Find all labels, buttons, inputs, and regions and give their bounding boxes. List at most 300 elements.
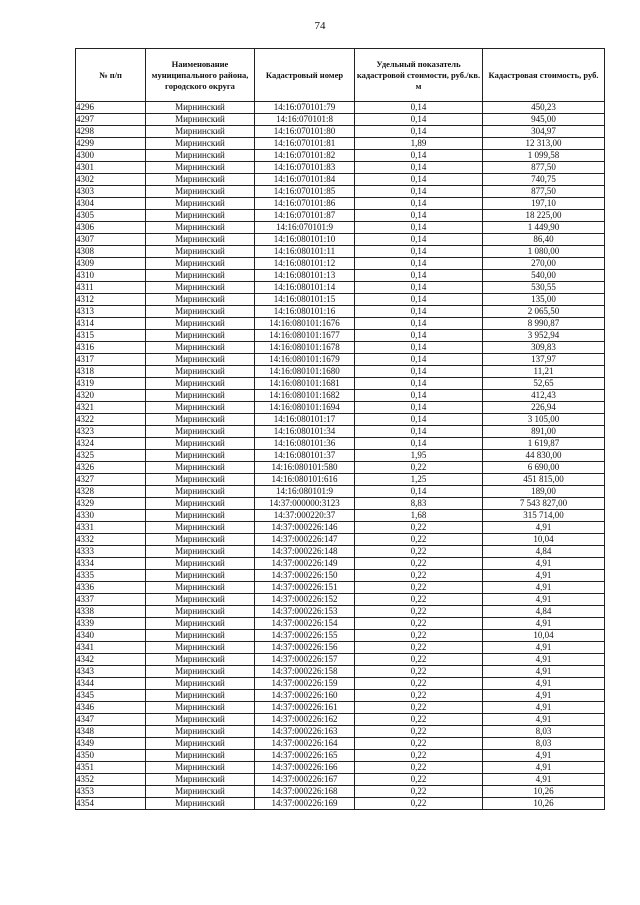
- table-row: [76, 630, 605, 642]
- row-district: Мирнинский: [146, 618, 255, 630]
- row-cadastral-value: 1 449,90: [483, 222, 605, 234]
- row-cadastral-value: 4,91: [483, 714, 605, 726]
- header-cadastral-number: Кадастровый номер: [255, 49, 355, 102]
- row-district: Мирнинский: [146, 138, 255, 150]
- row-cadastral-number: 14:37:000226:153: [255, 606, 355, 618]
- row-cadastral-number: 14:37:000000:3123: [255, 498, 355, 510]
- row-cadastral-value: 4,91: [483, 702, 605, 714]
- row-district: Мирнинский: [146, 378, 255, 390]
- row-cadastral-value: 226,94: [483, 402, 605, 414]
- row-number: 4311: [76, 282, 146, 294]
- table-row: [76, 798, 605, 810]
- row-number: 4322: [76, 414, 146, 426]
- row-number: 4306: [76, 222, 146, 234]
- row-specific-indicator: 0,22: [355, 738, 483, 750]
- row-cadastral-number: 14:37:000226:163: [255, 726, 355, 738]
- row-cadastral-value: 309,83: [483, 342, 605, 354]
- row-cadastral-number: 14:37:000226:162: [255, 714, 355, 726]
- table-row: [76, 546, 605, 558]
- row-district: Мирнинский: [146, 318, 255, 330]
- row-cadastral-number: 14:16:080101:37: [255, 450, 355, 462]
- row-district: Мирнинский: [146, 630, 255, 642]
- row-district: Мирнинский: [146, 558, 255, 570]
- row-cadastral-number: 14:16:070101:83: [255, 162, 355, 174]
- row-cadastral-number: 14:37:000226:165: [255, 750, 355, 762]
- row-cadastral-value: 1 619,87: [483, 438, 605, 450]
- row-cadastral-number: 14:16:080101:13: [255, 270, 355, 282]
- row-cadastral-value: 4,91: [483, 594, 605, 606]
- row-number: 4351: [76, 762, 146, 774]
- row-cadastral-value: 197,10: [483, 198, 605, 210]
- row-specific-indicator: 0,22: [355, 678, 483, 690]
- row-number: 4352: [76, 774, 146, 786]
- row-district: Мирнинский: [146, 366, 255, 378]
- row-district: Мирнинский: [146, 450, 255, 462]
- row-district: Мирнинский: [146, 786, 255, 798]
- row-district: Мирнинский: [146, 438, 255, 450]
- table-row: [76, 402, 605, 414]
- row-cadastral-number: 14:16:080101:616: [255, 474, 355, 486]
- table-row: [76, 234, 605, 246]
- row-cadastral-value: 4,91: [483, 582, 605, 594]
- table-row: [76, 222, 605, 234]
- row-specific-indicator: 0,22: [355, 606, 483, 618]
- row-district: Мирнинский: [146, 426, 255, 438]
- row-specific-indicator: 0,22: [355, 654, 483, 666]
- row-specific-indicator: 0,14: [355, 438, 483, 450]
- row-district: Мирнинский: [146, 690, 255, 702]
- row-cadastral-value: 4,91: [483, 750, 605, 762]
- table-row: [76, 270, 605, 282]
- row-district: Мирнинский: [146, 150, 255, 162]
- row-number: 4332: [76, 534, 146, 546]
- row-cadastral-number: 14:16:080101:12: [255, 258, 355, 270]
- row-specific-indicator: 0,14: [355, 306, 483, 318]
- row-cadastral-number: 14:16:070101:9: [255, 222, 355, 234]
- table-row: [76, 486, 605, 498]
- table-body: [76, 102, 605, 810]
- row-district: Мирнинский: [146, 726, 255, 738]
- row-specific-indicator: 0,14: [355, 414, 483, 426]
- row-district: Мирнинский: [146, 330, 255, 342]
- row-district: Мирнинский: [146, 390, 255, 402]
- row-specific-indicator: 0,22: [355, 570, 483, 582]
- row-specific-indicator: 0,22: [355, 690, 483, 702]
- row-specific-indicator: 0,22: [355, 558, 483, 570]
- row-district: Мирнинский: [146, 462, 255, 474]
- row-cadastral-value: 7 543 827,00: [483, 498, 605, 510]
- table-row: [76, 366, 605, 378]
- row-cadastral-value: 4,91: [483, 690, 605, 702]
- row-cadastral-number: 14:16:070101:79: [255, 102, 355, 114]
- row-district: Мирнинский: [146, 798, 255, 810]
- table-row: [76, 186, 605, 198]
- row-cadastral-value: 137,97: [483, 354, 605, 366]
- row-cadastral-value: 4,91: [483, 570, 605, 582]
- row-specific-indicator: 0,22: [355, 546, 483, 558]
- table-row: [76, 762, 605, 774]
- row-district: Мирнинский: [146, 102, 255, 114]
- row-cadastral-number: 14:37:000226:147: [255, 534, 355, 546]
- row-district: Мирнинский: [146, 702, 255, 714]
- row-cadastral-number: 14:37:000226:167: [255, 774, 355, 786]
- row-district: Мирнинский: [146, 678, 255, 690]
- row-number: 4314: [76, 318, 146, 330]
- row-specific-indicator: 1,89: [355, 138, 483, 150]
- row-cadastral-value: 450,23: [483, 102, 605, 114]
- row-cadastral-value: 304,97: [483, 126, 605, 138]
- table-row: [76, 150, 605, 162]
- row-cadastral-value: 4,84: [483, 606, 605, 618]
- row-specific-indicator: 0,14: [355, 270, 483, 282]
- row-number: 4302: [76, 174, 146, 186]
- header-row: [76, 49, 605, 102]
- table-row: [76, 594, 605, 606]
- row-specific-indicator: 0,14: [355, 426, 483, 438]
- row-number: 4354: [76, 798, 146, 810]
- row-cadastral-number: 14:37:000226:154: [255, 618, 355, 630]
- row-number: 4299: [76, 138, 146, 150]
- row-cadastral-value: 12 313,00: [483, 138, 605, 150]
- row-number: 4334: [76, 558, 146, 570]
- row-district: Мирнинский: [146, 174, 255, 186]
- row-cadastral-number: 14:16:080101:1676: [255, 318, 355, 330]
- row-cadastral-number: 14:16:080101:10: [255, 234, 355, 246]
- row-specific-indicator: 0,14: [355, 378, 483, 390]
- header-cadastral-value: Кадастровая стоимость, руб.: [483, 49, 605, 102]
- row-cadastral-value: 3 952,94: [483, 330, 605, 342]
- row-cadastral-number: 14:16:080101:34: [255, 426, 355, 438]
- row-district: Мирнинский: [146, 234, 255, 246]
- row-number: 4348: [76, 726, 146, 738]
- row-district: Мирнинский: [146, 498, 255, 510]
- table-row: [76, 138, 605, 150]
- table-row: [76, 534, 605, 546]
- row-cadastral-number: 14:16:080101:15: [255, 294, 355, 306]
- row-number: 4350: [76, 750, 146, 762]
- row-cadastral-value: 1 099,58: [483, 150, 605, 162]
- row-number: 4316: [76, 342, 146, 354]
- row-district: Мирнинский: [146, 534, 255, 546]
- row-district: Мирнинский: [146, 594, 255, 606]
- row-cadastral-value: 10,04: [483, 534, 605, 546]
- row-specific-indicator: 0,22: [355, 630, 483, 642]
- table-row: [76, 246, 605, 258]
- row-cadastral-value: 891,00: [483, 426, 605, 438]
- row-number: 4349: [76, 738, 146, 750]
- row-number: 4318: [76, 366, 146, 378]
- row-district: Мирнинский: [146, 606, 255, 618]
- row-cadastral-number: 14:16:080101:14: [255, 282, 355, 294]
- row-number: 4336: [76, 582, 146, 594]
- table-row: [76, 570, 605, 582]
- row-cadastral-value: 4,91: [483, 762, 605, 774]
- table-header: [76, 49, 605, 102]
- row-district: Мирнинский: [146, 522, 255, 534]
- row-district: Мирнинский: [146, 258, 255, 270]
- row-cadastral-value: 3 105,00: [483, 414, 605, 426]
- row-district: Мирнинский: [146, 474, 255, 486]
- row-cadastral-value: 877,50: [483, 162, 605, 174]
- table-row: [76, 114, 605, 126]
- table-row: [76, 378, 605, 390]
- row-number: 4323: [76, 426, 146, 438]
- row-cadastral-value: 4,91: [483, 642, 605, 654]
- row-cadastral-number: 14:16:070101:8: [255, 114, 355, 126]
- row-district: Мирнинский: [146, 354, 255, 366]
- row-specific-indicator: 0,14: [355, 486, 483, 498]
- row-number: 4328: [76, 486, 146, 498]
- row-cadastral-value: 4,91: [483, 678, 605, 690]
- row-district: Мирнинский: [146, 774, 255, 786]
- row-cadastral-value: 44 830,00: [483, 450, 605, 462]
- row-cadastral-number: 14:16:080101:11: [255, 246, 355, 258]
- row-district: Мирнинский: [146, 642, 255, 654]
- row-cadastral-value: 412,43: [483, 390, 605, 402]
- table-row: [76, 642, 605, 654]
- table-row: [76, 654, 605, 666]
- row-cadastral-value: 10,26: [483, 786, 605, 798]
- table-row: [76, 666, 605, 678]
- table-row: [76, 474, 605, 486]
- row-cadastral-value: 4,91: [483, 558, 605, 570]
- row-specific-indicator: 0,22: [355, 726, 483, 738]
- row-number: 4338: [76, 606, 146, 618]
- table-row: [76, 786, 605, 798]
- row-cadastral-value: 8 990,87: [483, 318, 605, 330]
- row-number: 4315: [76, 330, 146, 342]
- row-cadastral-value: 10,26: [483, 798, 605, 810]
- row-specific-indicator: 0,14: [355, 294, 483, 306]
- row-cadastral-value: 4,91: [483, 522, 605, 534]
- table-row: [76, 414, 605, 426]
- table-row: [76, 606, 605, 618]
- row-cadastral-number: 14:37:000226:161: [255, 702, 355, 714]
- row-cadastral-number: 14:16:070101:86: [255, 198, 355, 210]
- table-row: [76, 174, 605, 186]
- row-number: 4339: [76, 618, 146, 630]
- row-number: 4324: [76, 438, 146, 450]
- table-row: [76, 558, 605, 570]
- row-cadastral-number: 14:37:000226:146: [255, 522, 355, 534]
- row-cadastral-value: 189,00: [483, 486, 605, 498]
- table-row: [76, 714, 605, 726]
- row-number: 4297: [76, 114, 146, 126]
- table-row: [76, 462, 605, 474]
- row-specific-indicator: 0,22: [355, 462, 483, 474]
- row-cadastral-number: 14:37:000226:148: [255, 546, 355, 558]
- table-row: [76, 702, 605, 714]
- row-specific-indicator: 0,22: [355, 618, 483, 630]
- table-row: [76, 330, 605, 342]
- row-specific-indicator: 0,22: [355, 666, 483, 678]
- row-district: Мирнинский: [146, 750, 255, 762]
- table-row: [76, 582, 605, 594]
- row-cadastral-number: 14:37:000220:37: [255, 510, 355, 522]
- row-specific-indicator: 0,14: [355, 186, 483, 198]
- row-number: 4320: [76, 390, 146, 402]
- row-cadastral-value: 270,00: [483, 258, 605, 270]
- row-cadastral-number: 14:16:070101:85: [255, 186, 355, 198]
- table-row: [76, 498, 605, 510]
- row-cadastral-value: 2 065,50: [483, 306, 605, 318]
- row-cadastral-number: 14:16:070101:84: [255, 174, 355, 186]
- row-number: 4340: [76, 630, 146, 642]
- row-cadastral-value: 8,03: [483, 738, 605, 750]
- row-number: 4300: [76, 150, 146, 162]
- row-district: Мирнинский: [146, 342, 255, 354]
- row-specific-indicator: 1,25: [355, 474, 483, 486]
- row-cadastral-value: 52,65: [483, 378, 605, 390]
- row-number: 4303: [76, 186, 146, 198]
- row-specific-indicator: 0,14: [355, 102, 483, 114]
- row-cadastral-number: 14:37:000226:159: [255, 678, 355, 690]
- row-cadastral-number: 14:16:080101:1679: [255, 354, 355, 366]
- row-number: 4326: [76, 462, 146, 474]
- header-num: № п/п: [76, 49, 146, 102]
- row-cadastral-value: 945,00: [483, 114, 605, 126]
- row-number: 4309: [76, 258, 146, 270]
- row-number: 4341: [76, 642, 146, 654]
- row-district: Мирнинский: [146, 222, 255, 234]
- row-district: Мирнинский: [146, 582, 255, 594]
- row-specific-indicator: 0,14: [355, 342, 483, 354]
- row-number: 4298: [76, 126, 146, 138]
- table-row: [76, 354, 605, 366]
- row-cadastral-number: 14:16:080101:1677: [255, 330, 355, 342]
- row-cadastral-number: 14:16:070101:80: [255, 126, 355, 138]
- row-district: Мирнинский: [146, 126, 255, 138]
- row-number: 4335: [76, 570, 146, 582]
- row-specific-indicator: 0,14: [355, 318, 483, 330]
- row-cadastral-number: 14:37:000226:169: [255, 798, 355, 810]
- row-specific-indicator: 0,14: [355, 222, 483, 234]
- row-cadastral-number: 14:16:080101:1678: [255, 342, 355, 354]
- row-number: 4330: [76, 510, 146, 522]
- row-district: Мирнинский: [146, 654, 255, 666]
- row-cadastral-value: 86,40: [483, 234, 605, 246]
- row-number: 4307: [76, 234, 146, 246]
- row-cadastral-value: 4,91: [483, 666, 605, 678]
- row-number: 4301: [76, 162, 146, 174]
- row-cadastral-number: 14:16:080101:16: [255, 306, 355, 318]
- row-specific-indicator: 0,14: [355, 390, 483, 402]
- row-number: 4353: [76, 786, 146, 798]
- row-specific-indicator: 0,22: [355, 762, 483, 774]
- table-row: [76, 126, 605, 138]
- table-row: [76, 426, 605, 438]
- row-number: 4308: [76, 246, 146, 258]
- table-row: [76, 162, 605, 174]
- row-specific-indicator: 0,14: [355, 234, 483, 246]
- row-number: 4319: [76, 378, 146, 390]
- row-district: Мирнинский: [146, 546, 255, 558]
- row-cadastral-number: 14:37:000226:164: [255, 738, 355, 750]
- row-cadastral-value: 540,00: [483, 270, 605, 282]
- row-district: Мирнинский: [146, 270, 255, 282]
- row-cadastral-number: 14:37:000226:156: [255, 642, 355, 654]
- table-row: [76, 102, 605, 114]
- row-number: 4344: [76, 678, 146, 690]
- row-district: Мирнинский: [146, 198, 255, 210]
- row-number: 4343: [76, 666, 146, 678]
- row-cadastral-number: 14:16:080101:1682: [255, 390, 355, 402]
- row-cadastral-number: 14:37:000226:157: [255, 654, 355, 666]
- row-specific-indicator: 0,14: [355, 174, 483, 186]
- row-number: 4296: [76, 102, 146, 114]
- row-district: Мирнинский: [146, 570, 255, 582]
- header-district: Наименование муниципального района, городского округа: [146, 49, 255, 102]
- row-specific-indicator: 0,14: [355, 150, 483, 162]
- row-number: 4345: [76, 690, 146, 702]
- row-number: 4304: [76, 198, 146, 210]
- row-cadastral-value: 4,91: [483, 654, 605, 666]
- table-row: [76, 318, 605, 330]
- table-row: [76, 750, 605, 762]
- row-specific-indicator: 0,22: [355, 594, 483, 606]
- table-row: [76, 438, 605, 450]
- row-specific-indicator: 0,14: [355, 198, 483, 210]
- row-cadastral-number: 14:16:070101:87: [255, 210, 355, 222]
- row-district: Мирнинский: [146, 510, 255, 522]
- row-cadastral-number: 14:16:070101:81: [255, 138, 355, 150]
- row-specific-indicator: 0,14: [355, 162, 483, 174]
- row-cadastral-number: 14:37:000226:166: [255, 762, 355, 774]
- row-cadastral-value: 740,75: [483, 174, 605, 186]
- row-cadastral-value: 315 714,00: [483, 510, 605, 522]
- row-district: Мирнинский: [146, 294, 255, 306]
- row-number: 4305: [76, 210, 146, 222]
- row-cadastral-number: 14:16:080101:1694: [255, 402, 355, 414]
- row-specific-indicator: 0,22: [355, 774, 483, 786]
- row-cadastral-number: 14:16:080101:1681: [255, 378, 355, 390]
- row-number: 4325: [76, 450, 146, 462]
- row-number: 4310: [76, 270, 146, 282]
- header-specific-indicator: Удельный показатель кадастровой стоимости, руб./кв. м: [355, 49, 483, 102]
- row-district: Мирнинский: [146, 714, 255, 726]
- row-specific-indicator: 0,14: [355, 366, 483, 378]
- row-specific-indicator: 1,95: [355, 450, 483, 462]
- row-cadastral-value: 530,55: [483, 282, 605, 294]
- table-row: [76, 726, 605, 738]
- row-cadastral-value: 8,03: [483, 726, 605, 738]
- row-cadastral-value: 10,04: [483, 630, 605, 642]
- row-district: Мирнинский: [146, 210, 255, 222]
- row-cadastral-number: 14:16:080101:1680: [255, 366, 355, 378]
- row-cadastral-value: 4,91: [483, 618, 605, 630]
- row-cadastral-number: 14:37:000226:151: [255, 582, 355, 594]
- row-number: 4337: [76, 594, 146, 606]
- table-row: [76, 306, 605, 318]
- row-number: 4347: [76, 714, 146, 726]
- row-specific-indicator: 0,22: [355, 798, 483, 810]
- row-district: Мирнинский: [146, 282, 255, 294]
- table-row: [76, 258, 605, 270]
- table-row: [76, 738, 605, 750]
- row-specific-indicator: 0,22: [355, 786, 483, 798]
- row-cadastral-value: 135,00: [483, 294, 605, 306]
- row-specific-indicator: 0,22: [355, 702, 483, 714]
- row-district: Мирнинский: [146, 414, 255, 426]
- row-number: 4317: [76, 354, 146, 366]
- row-specific-indicator: 0,14: [355, 114, 483, 126]
- row-specific-indicator: 0,14: [355, 330, 483, 342]
- row-specific-indicator: 0,14: [355, 282, 483, 294]
- row-specific-indicator: 0,22: [355, 582, 483, 594]
- table-row: [76, 210, 605, 222]
- row-specific-indicator: 0,14: [355, 246, 483, 258]
- table-row: [76, 198, 605, 210]
